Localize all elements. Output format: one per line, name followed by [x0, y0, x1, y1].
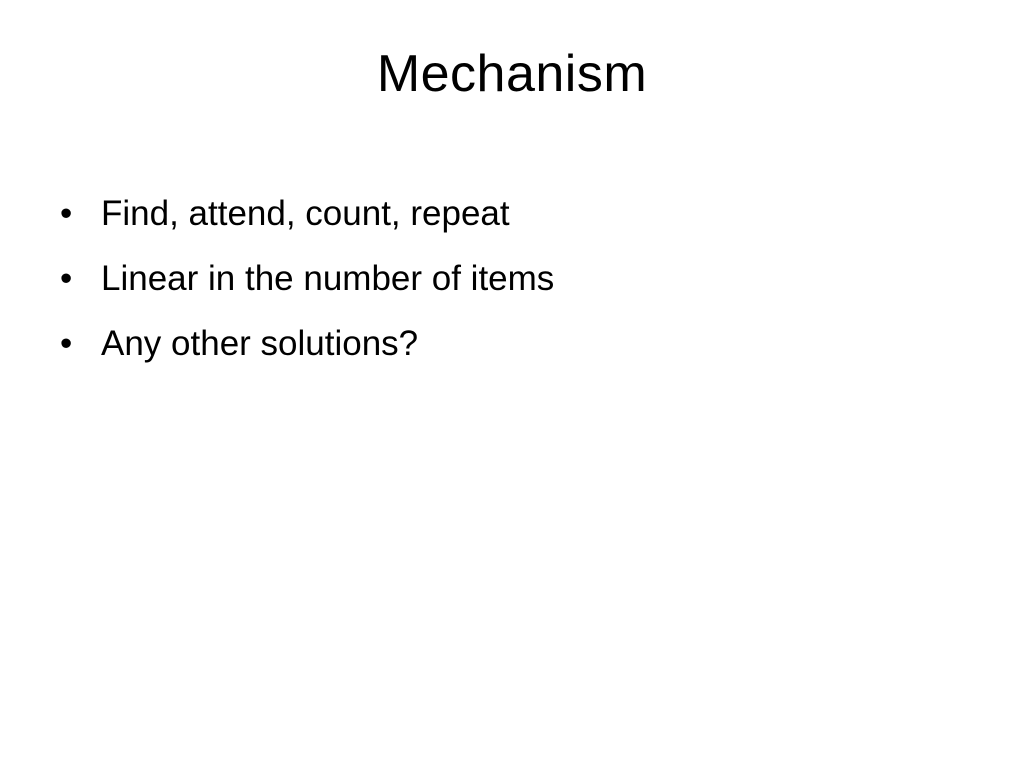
- bullet-text: Linear in the number of items: [101, 259, 555, 298]
- bullet-item: [60, 188, 960, 253]
- bullet-text: Any other solutions?: [101, 324, 419, 363]
- slide-title: Mechanism: [376, 45, 648, 103]
- bullet-dot-icon: •: [60, 259, 73, 298]
- bullet-item: [60, 253, 960, 318]
- bullet-dot-icon: •: [60, 194, 73, 233]
- bullet-text: Find, attend, count, repeat: [101, 194, 510, 233]
- bullet-list: [60, 188, 960, 383]
- bullet-dot-icon: •: [60, 324, 73, 363]
- bullet-item: [60, 318, 960, 383]
